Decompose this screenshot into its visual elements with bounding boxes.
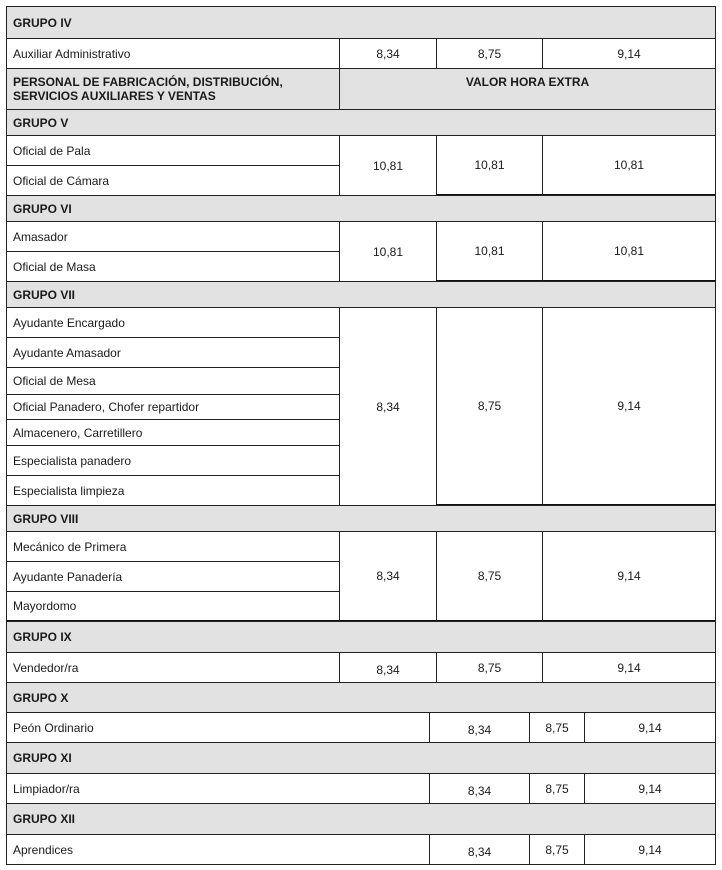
table-row-label: Ayudante Panadería	[6, 561, 340, 592]
table-cell-value: 8,75	[529, 712, 585, 743]
table-cell-value: 10,81	[542, 135, 716, 196]
table-cell-value: 10,81	[436, 221, 543, 282]
table-row-label: Especialista limpieza	[6, 475, 340, 506]
table-cell-value: 8,75	[436, 307, 543, 506]
table-row-label: Especialista panadero	[6, 445, 340, 476]
table-row-label: Oficial de Cámara	[6, 165, 340, 196]
table-cell-value: 9,14	[542, 531, 716, 622]
table-row-label: Almacenero, Carretillero	[6, 419, 340, 446]
table-cell-value: 10,81	[436, 135, 543, 196]
table-cell-value: 9,14	[584, 712, 716, 743]
table-row-label: Mecánico de Primera	[6, 531, 340, 562]
table-row-label: Auxiliar Administrativo	[6, 38, 340, 69]
table-cell-value: 10,81	[542, 221, 716, 282]
table-row-label: Limpiador/ra	[6, 773, 430, 804]
group-header: GRUPO IX	[6, 621, 716, 653]
table-cell-value: 9,14	[542, 38, 716, 69]
table-row-label: Ayudante Amasador	[6, 337, 340, 368]
group-header: GRUPO VII	[6, 281, 716, 308]
group-header: GRUPO X	[6, 682, 716, 713]
table-cell-value: 8,34	[339, 307, 437, 506]
table-row-label: Oficial de Pala	[6, 135, 340, 166]
section-header-right: VALOR HORA EXTRA	[339, 68, 716, 110]
table-row-label: Vendedor/ra	[6, 652, 340, 683]
table-cell-value: 9,14	[584, 773, 716, 804]
table-cell-value: 8,75	[436, 38, 543, 69]
table-cell-value: 10,81	[339, 135, 437, 196]
group-header: GRUPO IV	[6, 6, 716, 39]
table-cell-value: 8,75	[529, 773, 585, 804]
section-header-left: PERSONAL DE FABRICACIÓN, DISTRIBUCIÓN, SERVICIOS AUXILIARES Y VENTAS	[6, 68, 340, 110]
table-row-label: Oficial de Mesa	[6, 367, 340, 395]
table-cell-value: 9,14	[584, 834, 716, 865]
table-cell-value: 8,34	[429, 834, 530, 865]
table-cell-value: 8,34	[339, 38, 437, 69]
table-cell-value: 10,81	[339, 221, 437, 282]
table-row-label: Oficial de Masa	[6, 251, 340, 282]
table-row-label: Ayudante Encargado	[6, 307, 340, 338]
table-cell-value: 8,34	[339, 652, 437, 683]
table-cell-value: 9,14	[542, 652, 716, 683]
group-header: GRUPO XI	[6, 742, 716, 774]
table-cell-value: 8,75	[529, 834, 585, 865]
table-cell-value: 8,34	[429, 773, 530, 804]
table-row-label: Amasador	[6, 221, 340, 252]
group-header: GRUPO XII	[6, 803, 716, 835]
table-row-label: Peón Ordinario	[6, 712, 430, 743]
group-header: GRUPO V	[6, 109, 716, 136]
table-cell-value: 8,75	[436, 652, 543, 683]
table-cell-value: 8,34	[429, 712, 530, 743]
table-row-label: Aprendices	[6, 834, 430, 865]
group-header: GRUPO VI	[6, 195, 716, 222]
table-cell-value: 8,75	[436, 531, 543, 622]
table-cell-value: 8,34	[339, 531, 437, 622]
table-cell-value: 9,14	[542, 307, 716, 506]
table-row-label: Mayordomo	[6, 591, 340, 622]
group-header: GRUPO VIII	[6, 505, 716, 532]
table-row-label: Oficial Panadero, Chofer repartidor	[6, 394, 340, 420]
